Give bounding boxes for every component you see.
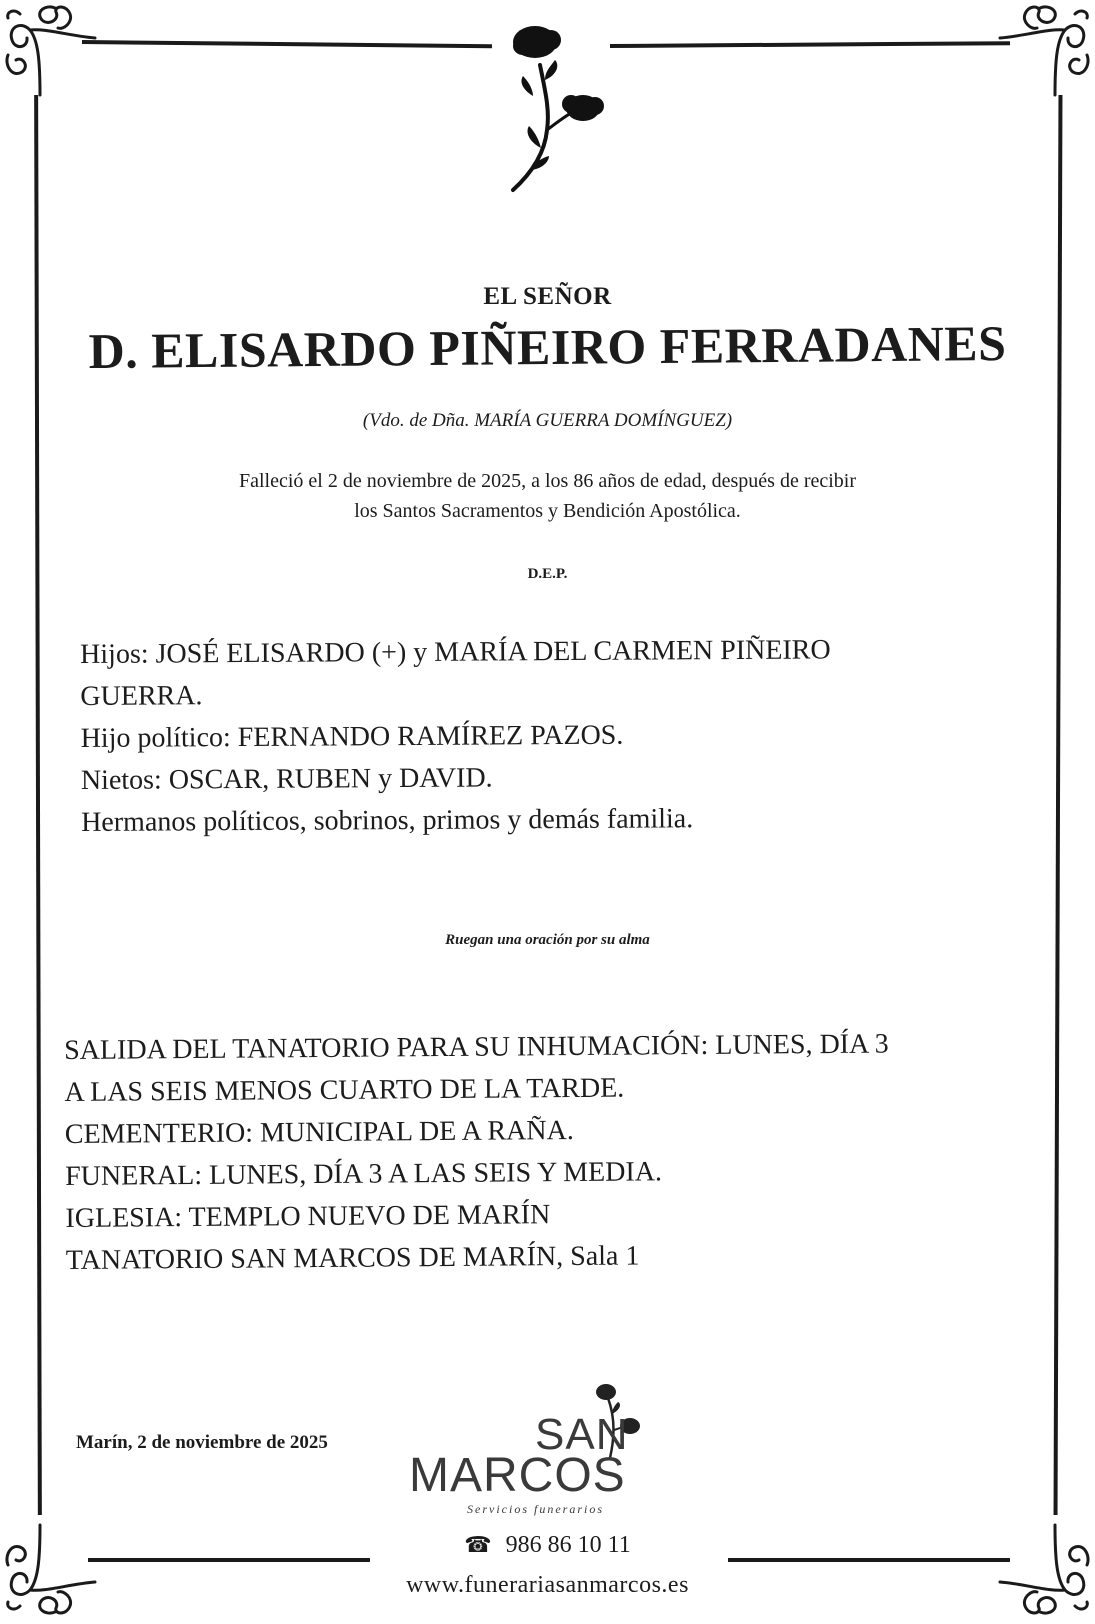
service-details — [64, 1022, 1026, 1282]
honorific-title: EL SEÑOR — [483, 283, 612, 310]
corner-ornament-icon — [995, 0, 1095, 100]
death-notice-line: Falleció el 2 de noviembre de 2025, a los 86 años de edad, después de recibir — [238, 470, 857, 492]
family-line: Hijo político: FERNANDO RAMÍREZ PAZOS. — [80, 719, 624, 754]
family-list — [80, 629, 981, 844]
family-line: Nietos: OSCAR, RUBEN y DAVID. — [80, 762, 493, 796]
service-line: TANATORIO SAN MARCOS DE MARÍN, Sala 1 — [65, 1240, 640, 1276]
phone-contact — [0, 1532, 1095, 1559]
phone-icon: ☎ — [464, 1532, 492, 1557]
logo-text-san: SAN — [535, 1410, 629, 1459]
logo-text-marcos: MARCOS — [409, 1449, 626, 1502]
deceased-name: D. ELISARDO PIÑEIRO FERRADANES — [88, 314, 1007, 380]
logo-tagline: Servicios funerarios — [467, 1502, 604, 1516]
service-line: CEMENTERIO: MUNICIPAL DE A RAÑA. — [64, 1115, 574, 1150]
service-line: A LAS SEIS MENOS CUARTO DE LA TARDE. — [64, 1072, 625, 1108]
place-date: Marín, 2 de noviembre de 2025 — [76, 1432, 328, 1453]
widow-of-line: (Vdo. de Dña. MARÍA GUERRA DOMÍNGUEZ) — [362, 410, 733, 431]
rose-icon — [505, 20, 625, 200]
family-line: Hermanos políticos, sobrinos, primos y demás familia. — [81, 803, 694, 838]
family-line: GUERRA. — [80, 680, 203, 712]
website-link[interactable]: www.funerariasanmarcos.es — [406, 1572, 689, 1598]
service-line: FUNERAL: LUNES, DÍA 3 A LAS SEIS Y MEDIA. — [65, 1156, 663, 1192]
frame-top-left-line — [82, 40, 492, 48]
service-line: IGLESIA: TEMPLO NUEVO DE MARÍN — [65, 1199, 551, 1234]
rip-abbreviation: D.E.P. — [527, 566, 568, 582]
phone-number[interactable]: 986 86 10 11 — [505, 1532, 631, 1558]
family-line: Hijos: JOSÉ ELISARDO (+) y MARÍA DEL CARMEN PIÑEIRO — [80, 634, 831, 670]
prayer-request: Ruegan una oración por su alma — [445, 932, 650, 948]
death-notice-line: los Santos Sacramentos y Bendición Apostólica. — [354, 500, 741, 522]
funeral-home-logo — [405, 1380, 695, 1530]
corner-ornament-icon — [0, 0, 100, 100]
frame-top-right-line — [610, 41, 1010, 48]
service-line: SALIDA DEL TANATORIO PARA SU INHUMACIÓN: LUNES, DÍA 3 — [64, 1028, 889, 1066]
